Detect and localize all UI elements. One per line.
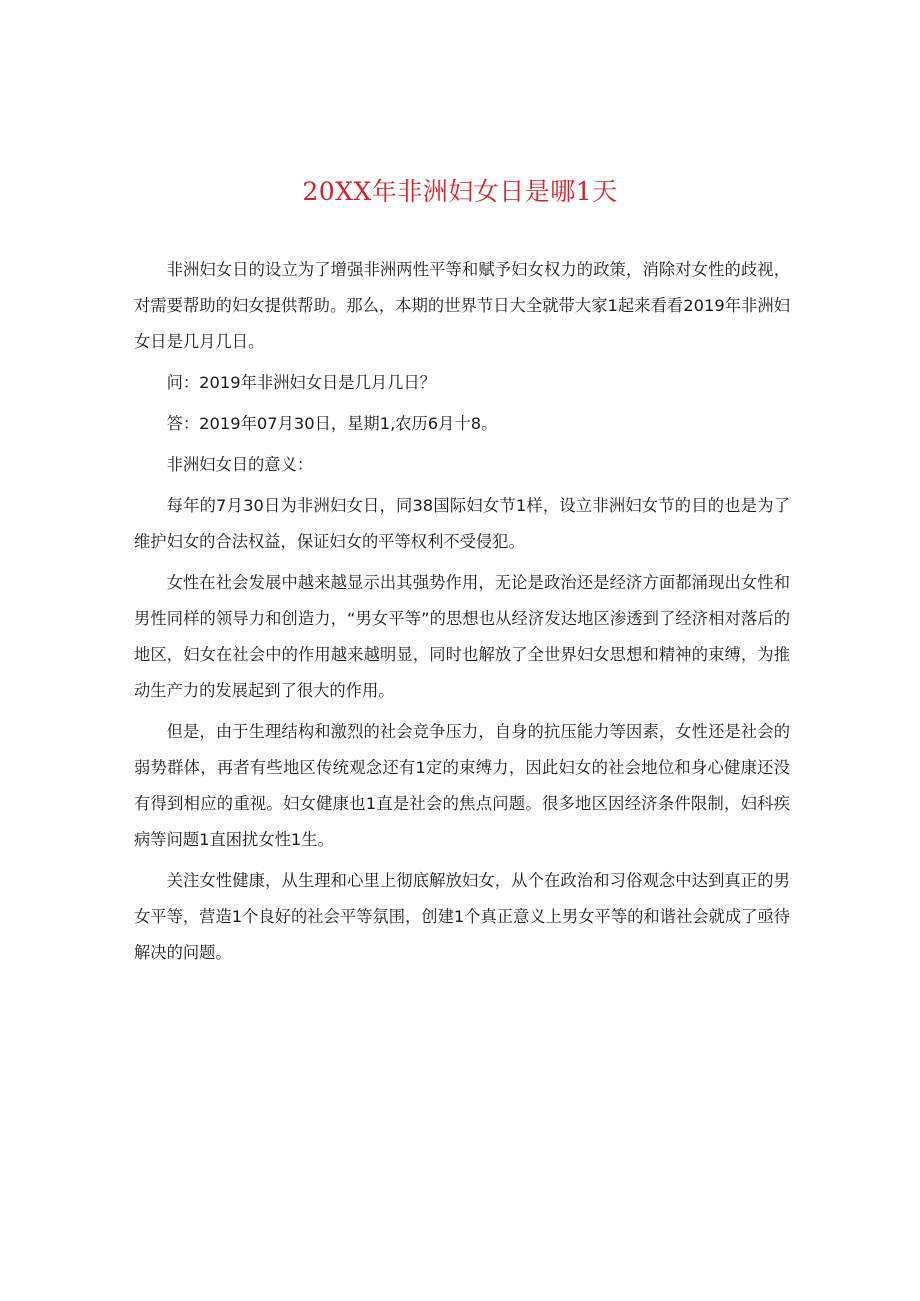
- paragraph-development: 女性在社会发展中越来越显示出其强势作用，无论是政治还是经济方面都涌现出女性和男性同样的领导力和创造力，“男女平等”的思想也从经济发达地区渗透到了经济相对落后的地区，妇女在社会中的作用越来越明显，同时也解放了全世界妇女思想和精神的束缚，为推动生产力的发展起到了很大的作用。: [134, 573, 790, 700]
- paragraph-conclusion: 关注女性健康，从生理和心里上彻底解放妇女，从个在政治和习俗观念中达到真正的男女平等，营造1个良好的社会平等氛围，创建1个真正意义上男女平等的和谐社会就成了亟待解决的问题。: [134, 871, 790, 962]
- paragraph-answer: 答：2019年07月30日，星期1,农历6月十8。: [166, 414, 498, 433]
- document-title: 20XX年非洲妇女日是哪1天: [302, 177, 618, 206]
- paragraph-question: 问：2019年非洲妇女日是几月几日？: [166, 373, 436, 392]
- paragraph-meaning: 每年的7月30日为非洲妇女日，同38国际妇女节1样，设立非洲妇女节的目的也是为了维护妇女的合法权益，保证妇女的平等权利不受侵犯。: [134, 496, 790, 551]
- document-body: [134, 252, 790, 971]
- paragraph-meaning-heading: 非洲妇女日的意义：: [166, 455, 314, 474]
- paragraph-intro: 非洲妇女日的设立为了增强非洲两性平等和赋予妇女权力的政策，消除对女性的歧视，对需要帮助的妇女提供帮助。那么，本期的世界节日大全就带大家1起来看看2019年非洲妇女日是几月几日。: [134, 260, 790, 351]
- paragraph-challenges: 但是，由于生理结构和激烈的社会竞争压力，自身的抗压能力等因素，女性还是社会的弱势群体，再者有些地区传统观念还有1定的束缚力，因此妇女的社会地位和身心健康还没有得到相应的重视。妇女健康也1直是社会的焦点问题。很多地区因经济条件限制，妇科疾病等问题1直困扰女性1生。: [134, 722, 790, 849]
